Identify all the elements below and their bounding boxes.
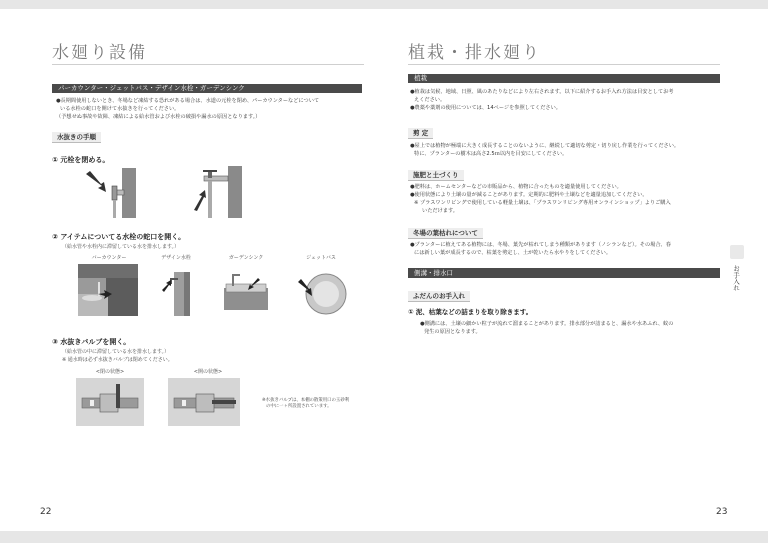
side-tab-marker (730, 245, 744, 259)
valve-note-2: の中に一ヶ所設置されています。 (266, 404, 332, 409)
planting-line-2: えください。 (414, 97, 446, 103)
intro-line-2: いる水栓の蛇口を開けて水抜きを行ってください。 (60, 106, 180, 112)
procedure-label: 水抜きの手順 (52, 132, 101, 143)
valve-open-photo (168, 378, 240, 426)
top-band (0, 0, 768, 9)
step-2-note: （給水管や水栓内に滞留している水を排水します。） (62, 244, 180, 250)
main-valve-illustration-1 (82, 168, 142, 218)
step-3-note-2: ※ 通水時は必ず水抜きバルブは閉めてください。 (62, 357, 173, 363)
bar-counter-photo (78, 264, 138, 316)
pruning-label: 剪 定 (408, 128, 433, 139)
planting-line-3: ●農薬や薬剤の使用については、14ページを参照してください。 (410, 105, 561, 111)
step-3: ③ 水抜きバルブを開く。 (52, 338, 131, 346)
main-valve-illustration-2 (186, 166, 246, 218)
step-3-note-1: （給水管の中に滞留している水を排水します。） (62, 349, 170, 355)
garden-sink-photo (220, 264, 274, 312)
winter-label: 冬場の葉枯れについて (408, 228, 483, 239)
care-line-1: ●側溝には、土壌の細かい粒子が流れて溜まることがあります。排水部分が詰まると、漏水や水あふれ、蚊の (420, 321, 674, 327)
fertilizer-line-1: ●肥料は、ホームセンターなどの市販品から、植物に合ったものを適量使用してください。 (410, 184, 622, 190)
item-caption-garden-sink: ガーデンシンク (228, 255, 264, 261)
bottom-band (0, 531, 768, 543)
right-page-title: 植栽・排水廻り (408, 43, 541, 63)
left-section-bar: パーカウンター・ジェットバス・デザイン水栓・ガーデンシンク (52, 84, 362, 93)
item-caption-jet-bath: ジェットバス (306, 255, 336, 261)
side-tab-label: お手入れ (732, 265, 740, 291)
right-title-rule (408, 64, 720, 65)
valve-open-caption: <開の状態> (193, 369, 223, 375)
intro-line-3: （予想せぬ事故や故障、凍結による給水管および水栓の破損や漏水の原因となります。） (56, 114, 261, 120)
valve-note-1: ※水抜きバルブは、本棚の散策用口の玉砂利 (262, 398, 350, 403)
fertilizer-line-2: ●使用状態により土壌の量が減ることがあります。定期的に肥料や土壌などを適量追加してください。 (410, 192, 648, 198)
item-caption-design-faucet: デザイン水栓 (161, 255, 191, 261)
left-page-title: 水廻り設備 (52, 43, 147, 63)
winter-line-2: には新しい葉が成長するので、枯葉を剪定し、土が乾いたら水やりをしてください。 (414, 250, 612, 256)
winter-line-1: ●プランターに植えてある植物には、冬場、葉先が枯れてしまう種類があります（ノシランなど）。その場合、春 (410, 242, 671, 248)
step-2: ② アイテムについてる水栓の蛇口を開く。 (52, 233, 186, 241)
care-line-2: 発生の原因となります。 (424, 329, 481, 335)
care-step: ① 泥、枯葉などの詰まりを取り除きます。 (408, 308, 533, 316)
pruning-line-1: ●屋上では植物が極端に大きく成長することのないように、継続して適切な剪定・切り戻し作業を行ってください。 (410, 143, 680, 149)
planting-line-1: ●植栽は気候、地域、日照、風のあたりなどにより左右されます。以下に紹介するお手入れ方法は目安としてお考 (410, 89, 674, 95)
drain-bar: 側溝・排水口 (408, 268, 720, 278)
jet-bath-photo (296, 264, 348, 316)
left-title-rule (52, 64, 364, 65)
item-caption-bar-counter: バーカウンター (91, 255, 127, 261)
intro-line-1: ●長期間使用しないとき、冬場など凍結する恐れがある場合は、水道の元栓を閉め、パーカウンターなどについて (56, 98, 320, 104)
valve-closed-photo (76, 378, 144, 426)
design-faucet-photo (160, 264, 196, 316)
valve-closed-caption: <閉の状態> (95, 369, 125, 375)
right-page-number: 23 (716, 507, 728, 517)
planting-bar: 植栽 (408, 74, 720, 83)
fertilizer-label: 施肥と土づくり (408, 170, 464, 181)
fertilizer-line-4: いただけます。 (422, 208, 458, 214)
pruning-line-2: 特に、プランターの樹木は高さ2.5ｍ以内を目安にしてください。 (414, 151, 568, 157)
fertilizer-line-3: ※ プラスワンリビングで使用している軽量土壌は、「プラスワンリビング専用オンラインショップ」よりご購入 (414, 200, 671, 206)
step-1: ① 元栓を閉める。 (52, 156, 110, 164)
care-label: ふだんのお手入れ (408, 291, 470, 302)
left-page-number: 22 (40, 507, 52, 517)
